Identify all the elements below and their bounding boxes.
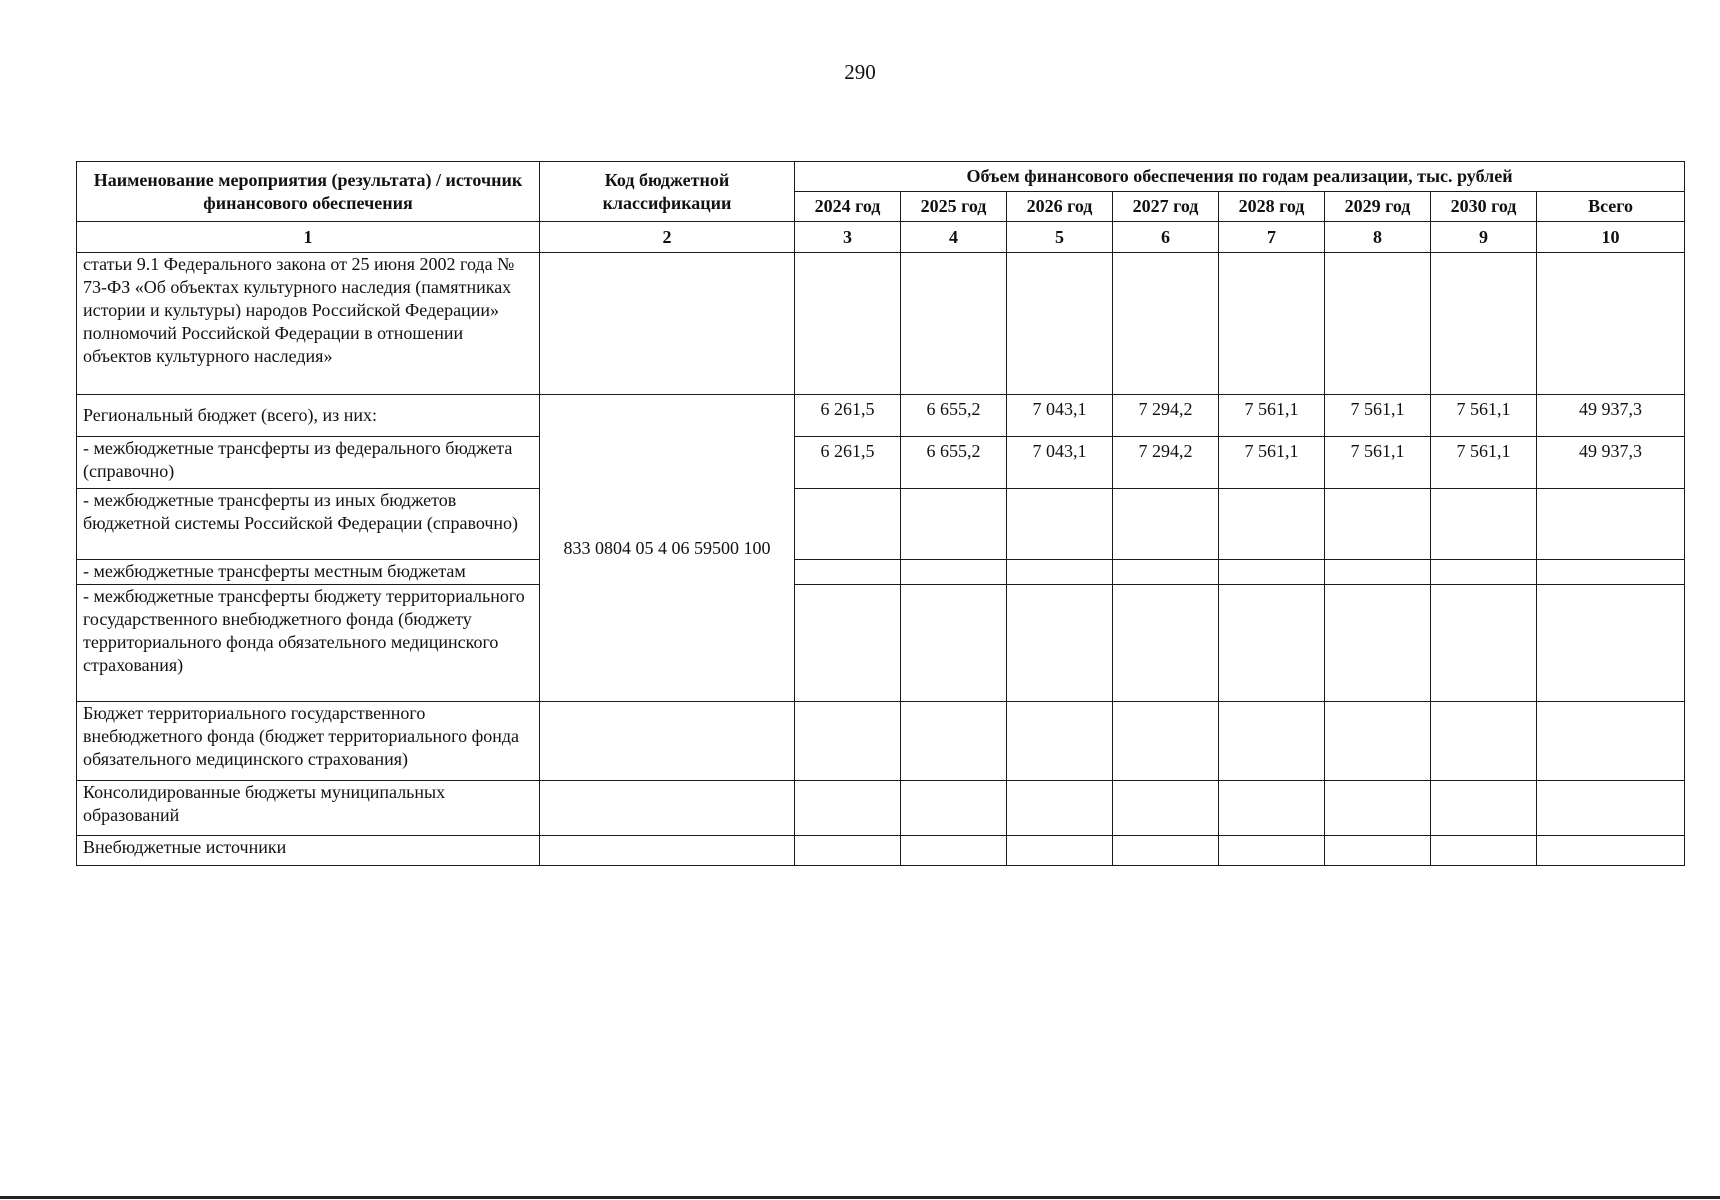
value-cell: [901, 253, 1007, 395]
value-cell: [1007, 702, 1113, 781]
value-cell: [1219, 781, 1325, 836]
value-cell: [1325, 702, 1431, 781]
value-cell: [795, 585, 901, 702]
value-cell: [1325, 781, 1431, 836]
value-cell: [1431, 560, 1537, 585]
value-cell: 7 561,1: [1431, 437, 1537, 489]
header-year-2029: 2029 год: [1325, 192, 1431, 222]
value-cell: [901, 585, 1007, 702]
column-number: 6: [1113, 222, 1219, 253]
value-cell: [1537, 253, 1685, 395]
column-number: 3: [795, 222, 901, 253]
value-cell: [1537, 489, 1685, 560]
value-cell: [795, 836, 901, 866]
column-number: 10: [1537, 222, 1685, 253]
header-name-column: Наименование мероприятия (результата) / источник финансового обеспечения: [77, 162, 540, 222]
row-name: Внебюджетные источники: [77, 836, 540, 866]
value-cell: [1219, 253, 1325, 395]
value-cell: [1219, 836, 1325, 866]
value-cell: [795, 253, 901, 395]
value-cell: 7 043,1: [1007, 437, 1113, 489]
value-cell: [1431, 836, 1537, 866]
header-total: Всего: [1537, 192, 1685, 222]
code-cell: [540, 781, 795, 836]
value-cell: [1431, 489, 1537, 560]
header-funding-group: Объем финансового обеспечения по годам реализации, тыс. рублей: [795, 162, 1685, 192]
row-name: - межбюджетные трансферты из федерального бюджета (справочно): [77, 437, 540, 489]
value-cell: [1219, 702, 1325, 781]
value-cell: [795, 560, 901, 585]
row-name: - межбюджетные трансферты бюджету территориального государственного внебюджетного фонда (бюджету территориального фонда обязательного медицинского страхования): [77, 585, 540, 702]
value-cell: [1113, 489, 1219, 560]
value-cell: [901, 702, 1007, 781]
value-cell: [1431, 253, 1537, 395]
value-cell: [901, 489, 1007, 560]
code-cell: [540, 702, 795, 781]
value-cell: [1219, 560, 1325, 585]
column-number: 2: [540, 222, 795, 253]
value-cell: [1431, 702, 1537, 781]
value-cell: 7 561,1: [1219, 395, 1325, 437]
table-row: [77, 836, 1685, 866]
table-row: [77, 489, 1685, 560]
value-cell: 49 937,3: [1537, 395, 1685, 437]
value-cell: 6 655,2: [901, 395, 1007, 437]
table-row: [77, 702, 1685, 781]
value-cell: [1537, 585, 1685, 702]
value-cell: [901, 781, 1007, 836]
header-year-2025: 2025 год: [901, 192, 1007, 222]
table-row: [77, 560, 1685, 585]
value-cell: [1007, 489, 1113, 560]
header-year-2026: 2026 год: [1007, 192, 1113, 222]
value-cell: [1007, 585, 1113, 702]
value-cell: 49 937,3: [1537, 437, 1685, 489]
value-cell: [1325, 585, 1431, 702]
table-row: [77, 253, 1685, 395]
value-cell: [1537, 560, 1685, 585]
table-row: [77, 395, 1685, 437]
value-cell: 7 561,1: [1325, 437, 1431, 489]
header-year-2027: 2027 год: [1113, 192, 1219, 222]
value-cell: [1007, 560, 1113, 585]
value-cell: [901, 560, 1007, 585]
column-numbers-row: [77, 222, 1685, 253]
table-row: [77, 437, 1685, 489]
column-number: 4: [901, 222, 1007, 253]
row-name: статьи 9.1 Федерального закона от 25 июня 2002 года № 73-ФЗ «Об объектах культурного наследия (памятниках истории и культуры) народов Российской Федерации» полномочий Российской Федерации в отношении объектов культурного наследия»: [77, 253, 540, 395]
value-cell: [795, 489, 901, 560]
value-cell: [1113, 702, 1219, 781]
row-name: - межбюджетные трансферты из иных бюджетов бюджетной системы Российской Федерации (справочно): [77, 489, 540, 560]
value-cell: [1113, 781, 1219, 836]
value-cell: 7 043,1: [1007, 395, 1113, 437]
row-name: Региональный бюджет (всего), из них:: [77, 395, 540, 437]
value-cell: [901, 836, 1007, 866]
table-row: [77, 585, 1685, 702]
value-cell: [1431, 585, 1537, 702]
row-name: Консолидированные бюджеты муниципальных образований: [77, 781, 540, 836]
value-cell: 6 655,2: [901, 437, 1007, 489]
value-cell: [795, 702, 901, 781]
value-cell: [1325, 836, 1431, 866]
value-cell: 7 294,2: [1113, 437, 1219, 489]
value-cell: 7 561,1: [1325, 395, 1431, 437]
header-year-2030: 2030 год: [1431, 192, 1537, 222]
header-year-2028: 2028 год: [1219, 192, 1325, 222]
value-cell: [1007, 253, 1113, 395]
column-number: 8: [1325, 222, 1431, 253]
value-cell: 6 261,5: [795, 437, 901, 489]
value-cell: [1431, 781, 1537, 836]
value-cell: [1537, 702, 1685, 781]
header-code-column: Код бюджетной классификации: [540, 162, 795, 222]
column-number: 9: [1431, 222, 1537, 253]
value-cell: [1537, 781, 1685, 836]
code-cell: [540, 836, 795, 866]
budget-table: [76, 161, 1685, 866]
value-cell: [795, 781, 901, 836]
page-bottom-rule: [0, 1196, 1720, 1199]
value-cell: [1007, 836, 1113, 866]
value-cell: [1113, 253, 1219, 395]
value-cell: [1219, 585, 1325, 702]
row-name: Бюджет территориального государственного внебюджетного фонда (бюджет территориального фонда обязательного медицинского страхования): [77, 702, 540, 781]
value-cell: [1007, 781, 1113, 836]
value-cell: 7 561,1: [1431, 395, 1537, 437]
table-row: [77, 781, 1685, 836]
value-cell: 6 261,5: [795, 395, 901, 437]
value-cell: [1325, 489, 1431, 560]
value-cell: 7 561,1: [1219, 437, 1325, 489]
value-cell: [1325, 253, 1431, 395]
page-number: 290: [844, 60, 876, 84]
value-cell: [1113, 560, 1219, 585]
row-name: - межбюджетные трансферты местным бюджетам: [77, 560, 540, 585]
value-cell: [1537, 836, 1685, 866]
value-cell: [1113, 836, 1219, 866]
column-number: 7: [1219, 222, 1325, 253]
column-number: 1: [77, 222, 540, 253]
value-cell: [1325, 560, 1431, 585]
code-cell: [540, 253, 795, 395]
header-year-2024: 2024 год: [795, 192, 901, 222]
value-cell: [1219, 489, 1325, 560]
value-cell: [1113, 585, 1219, 702]
value-cell: 7 294,2: [1113, 395, 1219, 437]
budget-code-cell: 833 0804 05 4 06 59500 100: [540, 395, 795, 702]
column-number: 5: [1007, 222, 1113, 253]
